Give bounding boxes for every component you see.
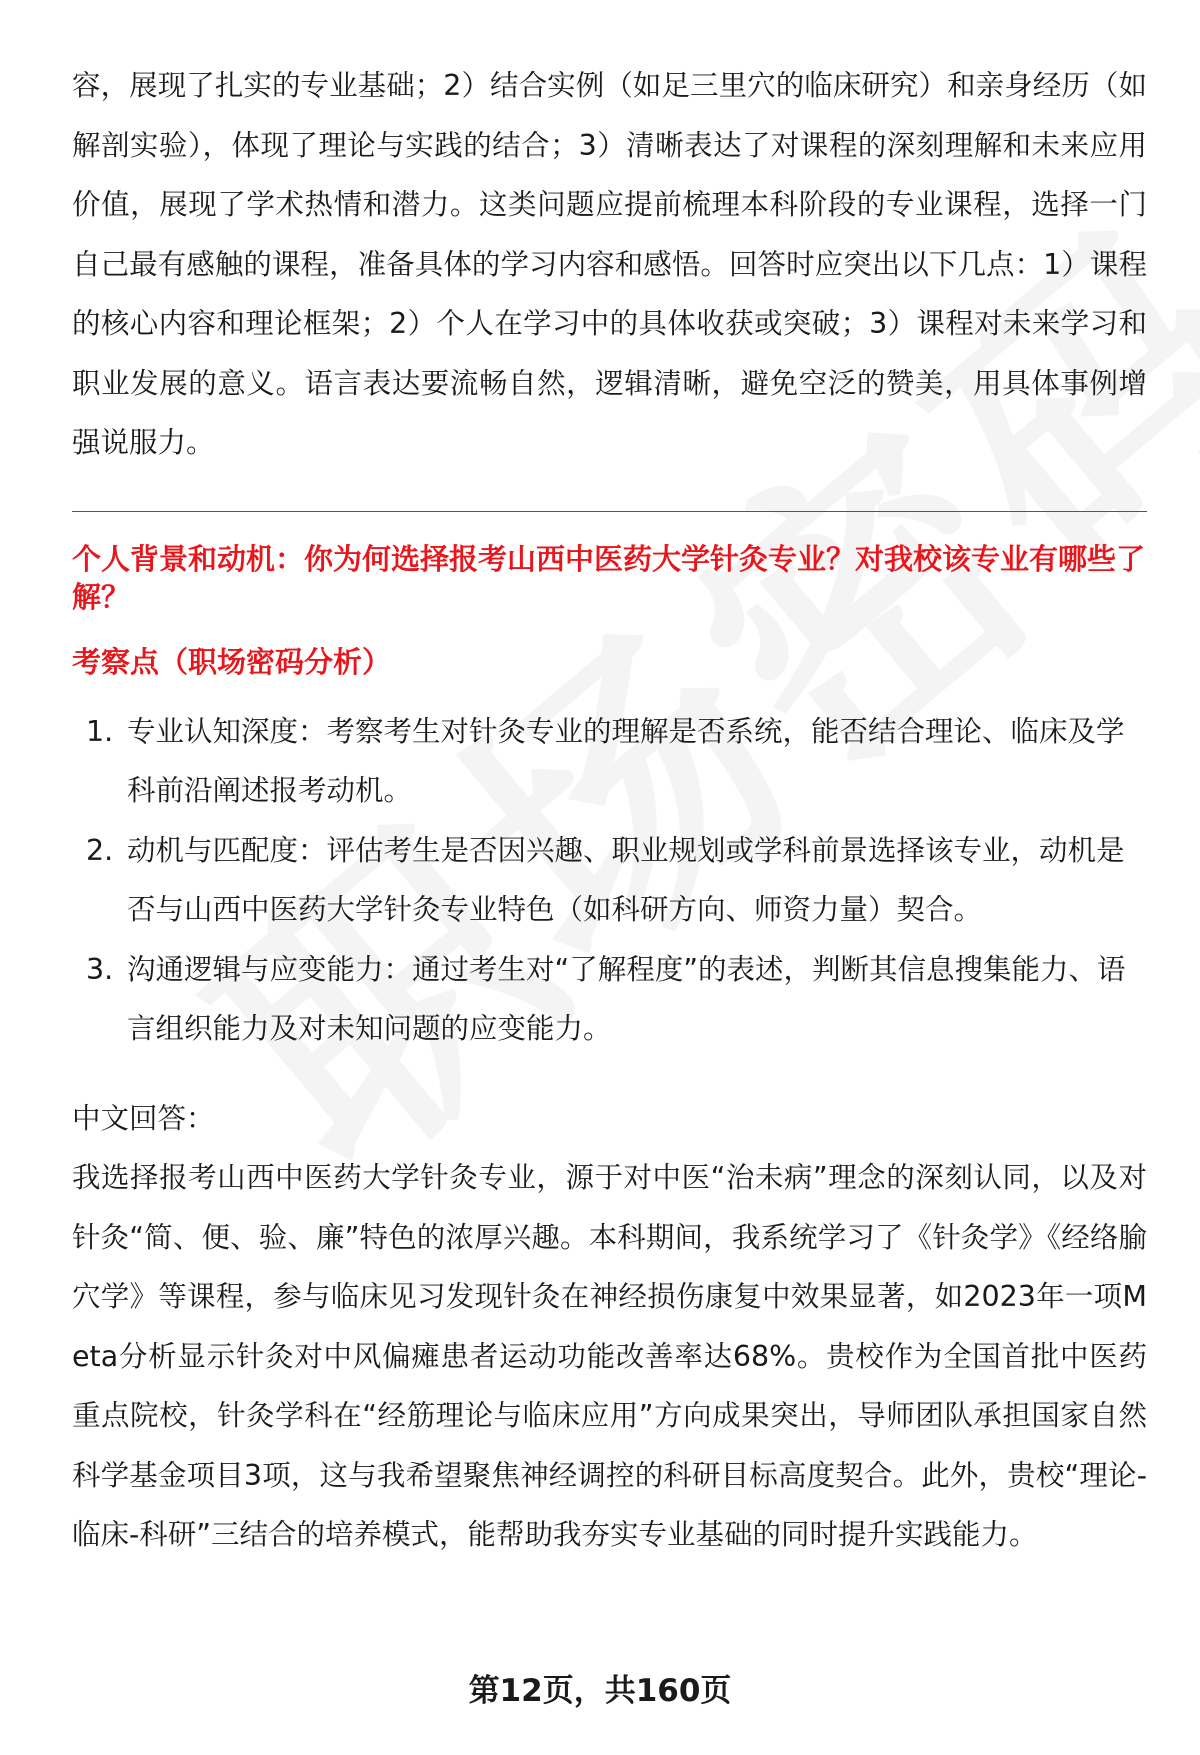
question-heading: 个人背景和动机：你为何选择报考山西中医药大学针灸专业？对我校该专业有哪些了解？ (72, 541, 1146, 614)
list-item (72, 940, 1147, 1059)
list-item-number: 2. (86, 833, 114, 867)
answer-paragraph: 我选择报考山西中医药大学针灸专业，源于对中医“治未病”理念的深刻认同，以及对针灸“简、便、验、廉”特色的浓厚兴趣。本科期间，我系统学习了《针灸学》《经络腧穴学》等课程，参与临床见习发现针灸在神经损伤康复中效果显著，如2023年一项Meta分析显示针灸对中风偏瘫患者运动功能改善率达68%。贵校作为全国首批中医药重点院校，针灸学科在“经筋理论与临床应用”方向成果突出，导师团队承担国家自然科学基金项目3项，这与我希望聚焦神经调控的科研目标高度契合。此外，贵校“理论-临床-科研”三结合的培养模式，能帮助我夯实专业基础的同时提升实践能力。 (72, 1161, 1147, 1551)
page-number-footer: 第12页，共160页 (468, 1673, 732, 1709)
page-content (72, 56, 1147, 1565)
answer-label: 中文回答： (72, 1101, 215, 1135)
list-item-number: 1. (86, 714, 114, 748)
list-item-text: 动机与匹配度：评估考生是否因兴趣、职业规划或学科前景选择该专业，动机是否与山西中医药大学针灸专业特色（如科研方向、师资力量）契合。 (127, 833, 1125, 926)
section-divider (72, 511, 1147, 512)
list-item-text: 沟通逻辑与应变能力：通过考生对“了解程度”的表述，判断其信息搜集能力、语言组织能力及对未知问题的应变能力。 (127, 952, 1126, 1045)
points-list (72, 702, 1147, 1059)
list-item-text: 专业认知深度：考察考生对针灸专业的理解是否系统，能否结合理论、临床及学科前沿阐述报考动机。 (127, 714, 1125, 807)
list-item (72, 821, 1147, 940)
intro-paragraph: 容，展现了扎实的专业基础；2）结合实例（如足三里穴的临床研究）和亲身经历（如解剖实验），体现了理论与实践的结合；3）清晰表达了对课程的深刻理解和未来应用价值，展现了学术热情和潜力。这类问题应提前梳理本科阶段的专业课程，选择一门自己最有感触的课程，准备具体的学习内容和感悟。回答时应突出以下几点：1）课程的核心内容和理论框架；2）个人在学习中的具体收获或突破；3）课程对未来学习和职业发展的意义。语言表达要流畅自然，逻辑清晰，避免空泛的赞美，用具体事例增强说服力。 (72, 69, 1147, 459)
list-item (72, 702, 1147, 821)
list-item-number: 3. (86, 952, 114, 986)
points-label: 考察点（职场密码分析） (72, 644, 392, 679)
